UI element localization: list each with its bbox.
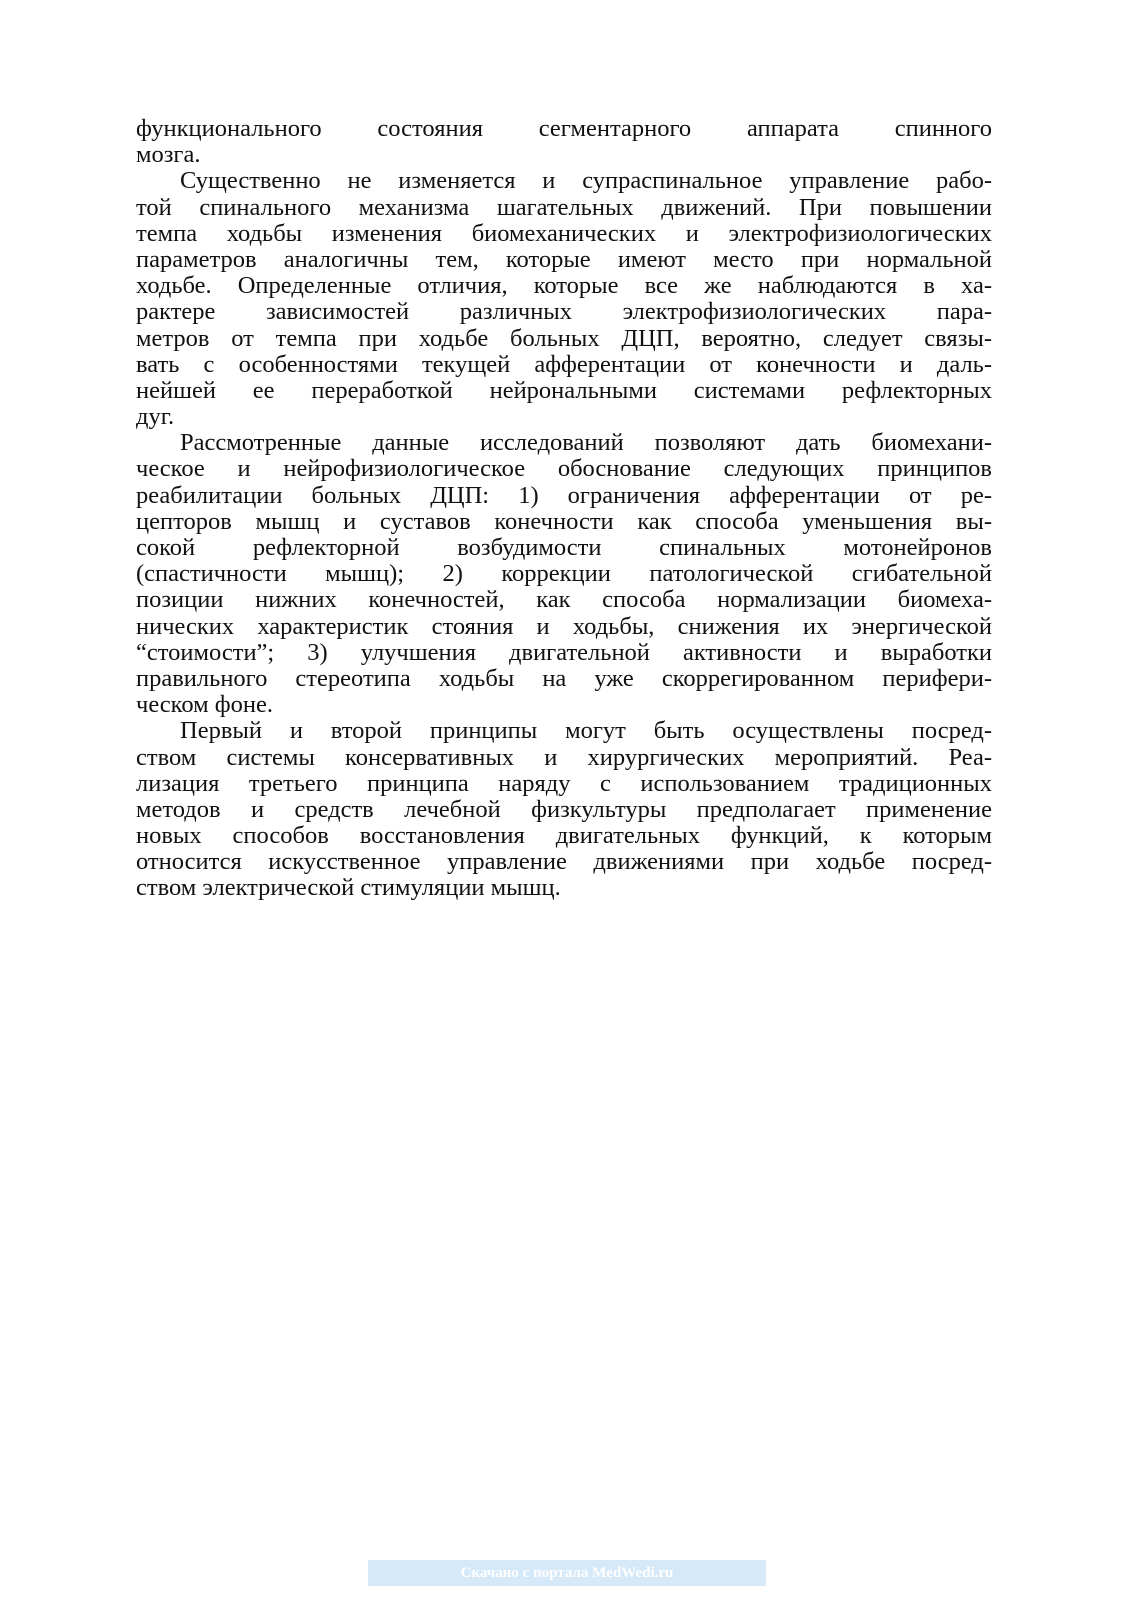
text-line: вать с особенностями текущей афферентации от конечности и даль-	[136, 350, 992, 378]
text-line: Существенно не изменяется и супраспинальное управление рабо-	[180, 167, 992, 195]
text-line: относится искусственное управление движениями при ходьбе посред-	[136, 848, 992, 876]
paragraph-1	[136, 116, 992, 168]
text-line: позиции нижних конечностей, как способа нормализации биомеха-	[136, 586, 992, 614]
document-body	[136, 116, 992, 902]
paragraph-3	[136, 430, 992, 718]
text-line: параметров аналогичны тем, которые имеют место при нормальной	[136, 245, 992, 273]
paragraph-4	[136, 718, 992, 901]
text-line: нических характеристик стояния и ходьбы, снижения их энергической	[136, 612, 992, 640]
text-line: дуг.	[136, 403, 175, 431]
watermark-text: Скачано с портала MedWedi.ru	[460, 1565, 674, 1581]
text-line: ходьбе. Определенные отличия, которые все же наблюдаются в ха-	[136, 272, 992, 300]
text-line: ческое и нейрофизиологическое обоснование следующих принципов	[136, 455, 992, 483]
text-line: (спастичности мышц); 2) коррекции патологической сгибательной	[136, 560, 992, 588]
text-line: лизация третьего принципа наряду с использованием традиционных	[136, 769, 992, 797]
text-line: ческом фоне.	[136, 691, 273, 719]
download-source-watermark	[368, 1560, 766, 1586]
text-line: темпа ходьбы изменения биомеханических и электрофизиологических	[136, 219, 992, 247]
text-line: правильного стереотипа ходьбы на уже скоррегированном перифери-	[136, 664, 992, 692]
text-line: метров от темпа при ходьбе больных ДЦП, вероятно, следует связы-	[136, 324, 992, 352]
text-line: Рассмотренные данные исследований позволяют дать биомехани-	[180, 429, 992, 457]
text-line: нейшей ее переработкой нейрональными системами рефлекторных	[136, 376, 992, 404]
paragraph-2	[136, 168, 992, 430]
text-line: ством электрической стимуляции мышц.	[136, 874, 561, 902]
text-line: реабилитации больных ДЦП: 1) ограничения афферентации от ре-	[136, 481, 992, 509]
text-line: рактере зависимостей различных электрофизиологических пара-	[136, 298, 992, 326]
text-line: ством системы консервативных и хирургических мероприятий. Реа-	[136, 743, 992, 771]
text-line: цепторов мышц и суставов конечности как способа уменьшения вы-	[136, 507, 992, 535]
text-line: функционального состояния сегментарного аппарата спинного	[136, 115, 992, 142]
text-line: “стоимости”; 3) улучшения двигательной активности и выработки	[136, 638, 992, 666]
text-line: методов и средств лечебной физкультуры предполагает применение	[136, 795, 992, 823]
text-line: Первый и второй принципы могут быть осуществлены посред-	[180, 717, 992, 745]
text-line: той спинального механизма шагательных движений. При повышении	[136, 193, 992, 221]
text-line: сокой рефлекторной возбудимости спинальных мотонейронов	[136, 534, 992, 561]
text-line: новых способов восстановления двигательных функций, к которым	[136, 822, 992, 850]
text-line: мозга.	[136, 141, 201, 169]
